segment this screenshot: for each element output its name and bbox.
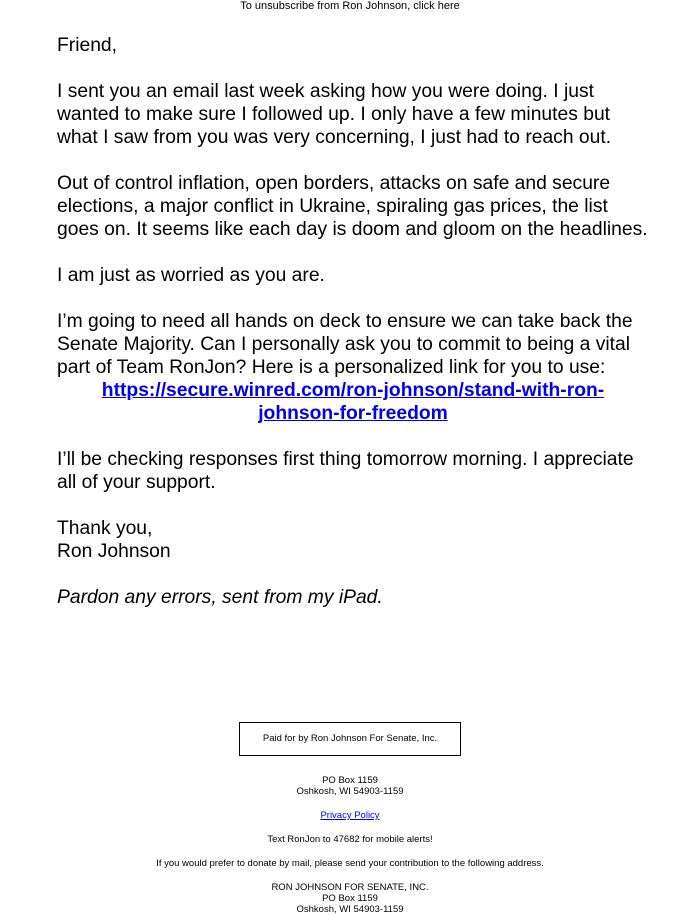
paragraph-followup: I sent you an email last week asking how you were doing. I just wanted to make sure I followed up. I only have a few minutes but what I saw from you was very concerning, I just had to reach out. <box>57 81 612 148</box>
mail-address-line2: Oshkosh, WI 54903-1159 <box>296 904 404 915</box>
donation-link-line2: johnson-for-freedom <box>258 403 448 424</box>
mail-org-name: RON JOHNSON FOR SENATE, INC. <box>271 882 429 893</box>
donation-link-block <box>57 379 649 425</box>
signoff: Thank you, <box>57 518 153 539</box>
mail-donation-note: If you would prefer to donate by mail, please send your contribution to the following address. <box>156 858 544 869</box>
privacy-policy-link[interactable]: Privacy Policy <box>320 810 380 821</box>
email-footer <box>0 722 700 915</box>
paragraph-closing: I’ll be checking responses first thing tomorrow morning. I appreciate all of your support. <box>57 449 634 493</box>
email-body <box>57 34 649 632</box>
mail-address-line1: PO Box 1159 <box>322 893 378 904</box>
postscript: Pardon any errors, sent from my iPad. <box>57 587 383 608</box>
signature: Ron Johnson <box>57 541 171 562</box>
donation-link[interactable] <box>102 380 604 424</box>
greeting: Friend, <box>57 35 118 56</box>
paragraph-issues: Out of control inflation, open borders, attacks on safe and secure elections, a major conflict in Ukraine, spiraling gas prices, the list goes on. It seems like each day is doom and gloom on the headlines. <box>57 173 648 240</box>
paragraph-worried: I am just as worried as you are. <box>57 265 325 286</box>
paragraph-ask: I’m going to need all hands on deck to ensure we can take back the Senate Majority. Can I personally ask you to commit to being a vital part of Team RonJon? Here is a personalized link for you to use: <box>57 311 633 378</box>
paid-for-disclaimer: Paid for by Ron Johnson For Senate, Inc. <box>239 722 461 756</box>
donation-link-line1: https://secure.winred.com/ron-johnson/stand-with-ron- <box>101 380 605 401</box>
sms-alert-text: Text RonJon to 47682 for mobile alerts! <box>267 834 433 845</box>
footer-address-line1: PO Box 1159 <box>322 775 378 786</box>
unsubscribe-link[interactable]: To unsubscribe from Ron Johnson, click here <box>240 0 460 12</box>
footer-address-line2: Oshkosh, WI 54903-1159 <box>296 786 404 797</box>
signoff-block <box>57 517 649 563</box>
